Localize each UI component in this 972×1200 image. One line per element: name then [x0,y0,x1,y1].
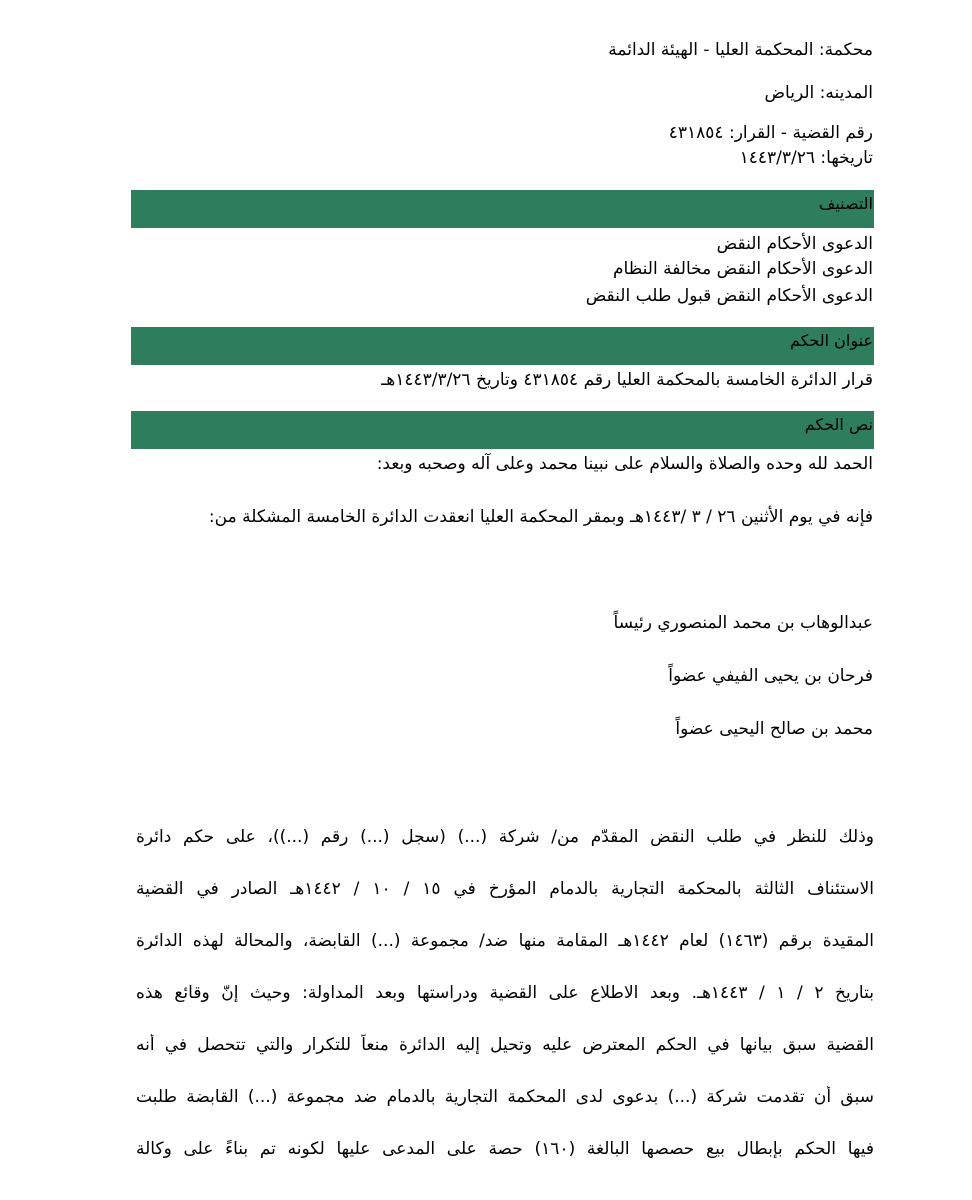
body-line: بتاريخ ٢ / ١ / ١٤٤٣هـ. وبعد الاطلاع على القضية ودراستها وبعد المداولة: وحيث إنّ وقائع هذه [136,983,874,1003]
body-line: المقيدة برقم (١٤٦٣) لعام ١٤٤٢هـ المقامة منها ضد/ مجموعة (...) القابضة، والمحالة لهذه الدائرة [136,931,874,951]
judgment-title-heading [131,327,874,365]
judgment-text-heading-label: نص الحكم [804,415,873,434]
body-line: الاستئناف الثالثة بالمحكمة التجارية بالدمام المؤرخ في ١٥ / ١٠ / ١٤٤٢هـ الصادر في القضية [136,879,874,899]
city-name: المدينه: الرياض [764,83,873,103]
body-line: فيها الحكم بإبطال بيع حصصها البالغة (١٦٠) حصة على المدعى عليها لكونه تم بناءً على وكالة [136,1139,874,1159]
classification-item: الدعوى الأحكام النقض مخالفة النظام [613,259,873,279]
case-date: تاريخها: ١٤٤٣/٣/٢٦ [739,148,873,168]
panel-member: عبدالوهاب بن محمد المنصوري رئيساً [613,613,873,633]
judgment-opening: الحمد لله وحده والصلاة والسلام على نبينا محمد وعلى آله وصحبه وبعد: [376,454,873,474]
classification-heading-label: التصنيف [818,194,873,213]
classification-item: الدعوى الأحكام النقض [716,234,873,254]
classification-heading [131,190,874,228]
body-line: القضية سبق بيانها في الحكم المعترض عليه وتحيل إليه الدائرة منعاً للتكرار والتي تتحصل في أنه [136,1035,874,1055]
panel-member: فرحان بن يحيى الفيفي عضواً [668,666,873,686]
body-line: سبق أن تقدمت شركة (...) بدعوى لدى المحكمة التجارية بالدمام ضد مجموعة (...) القابضة طلبت [136,1087,874,1107]
judgment-text-heading [131,411,874,449]
judgment-title-text: قرار الدائرة الخامسة بالمحكمة العليا رقم ٤٣١٨٥٤ وتاريخ ١٤٤٣/٣/٢٦هـ [381,370,873,390]
session-statement: فإنه في يوم الأثنين ٢٦ / ٣ /١٤٤٣هـ وبمقر المحكمة العليا انعقدت الدائرة الخامسة المشكلة من: [208,507,873,527]
court-name: محكمة: المحكمة العليا - الهيئة الدائمة [608,40,873,60]
classification-item: الدعوى الأحكام النقض قبول طلب النقض [585,286,873,306]
panel-member: محمد بن صالح اليحيى عضواً [675,719,873,739]
case-number: رقم القضية - القرار: ٤٣١٨٥٤ [668,123,873,143]
judgment-body-paragraph [136,826,874,1190]
judgment-title-heading-label: عنوان الحكم [789,331,873,350]
body-line: وذلك للنظر في طلب النقض المقدّم من/ شركة (...) (سجل (...) رقم (...))، على حكم دائرة [136,827,874,847]
